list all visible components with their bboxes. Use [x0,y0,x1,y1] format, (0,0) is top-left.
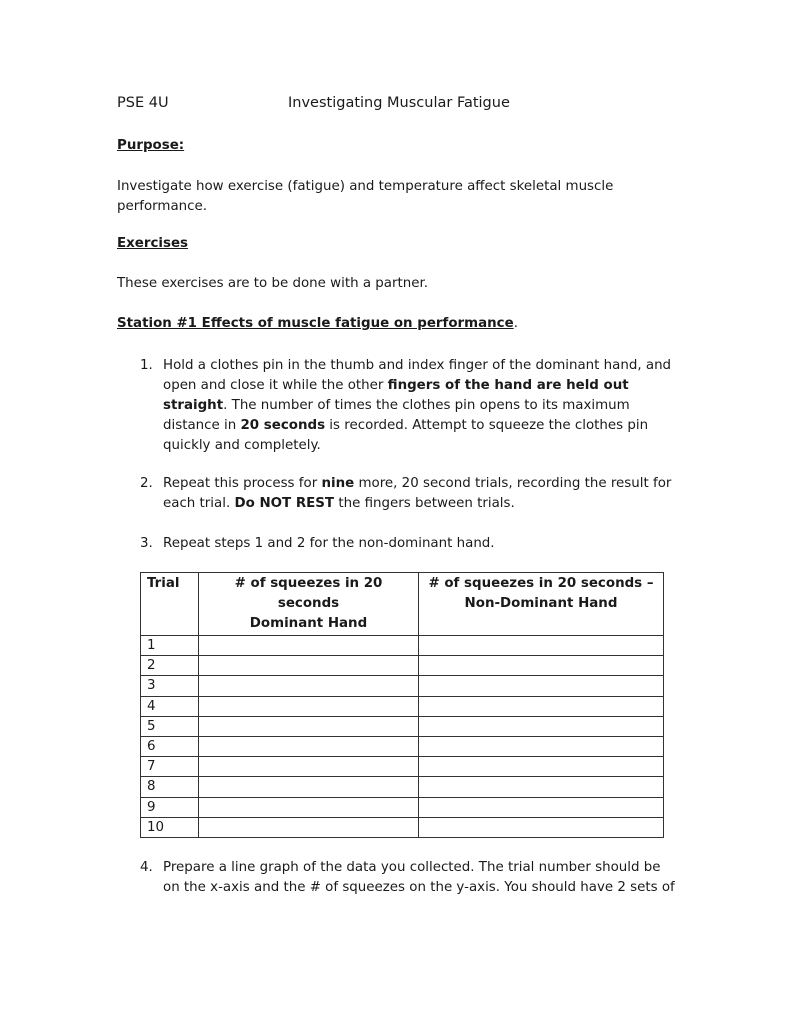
nondominant-cell [419,636,664,656]
table-row [141,797,664,817]
step-text-part-bold: nine [321,476,355,491]
purpose-text: Investigate how exercise (fatigue) and temperature affect skeletal muscle performance. [117,179,614,214]
nondominant-cell [419,817,664,837]
step-text [163,356,678,456]
step-text-part: Prepare a line graph of the data you collected. The trial number should be on the x-axis and the # of squeezes on the y-axis. You should have 2 sets of [163,860,675,895]
dominant-cell [199,777,419,797]
nondominant-cell [419,736,664,756]
trial-header-label: Trial [147,576,180,591]
dominant-cell [199,656,419,676]
step-text-part-bold: Do NOT REST [234,496,335,511]
dominant-header-line2: Dominant Hand [249,616,368,631]
step-text-part: . The number of times the clothes pin opens to its maximum distance in [163,398,630,433]
trial-cell: 3 [141,676,199,696]
step-text-part: is recorded. Attempt to squeeze the clothes pin quickly and completely. [163,418,649,453]
trial-cell: 7 [141,757,199,777]
table-row [141,696,664,716]
trial-cell: 5 [141,716,199,736]
trial-cell: 10 [141,817,199,837]
nondominant-cell [419,777,664,797]
step-number: 4. [140,860,153,875]
nondominant-cell [419,676,664,696]
table-row [141,757,664,777]
trial-column-header [141,573,199,636]
dominant-cell [199,817,419,837]
trial-cell: 9 [141,797,199,817]
exercises-text: These exercises are to be done with a partner. [117,276,428,291]
step-text [163,474,678,514]
dominant-cell [199,757,419,777]
table-header-row [141,573,664,636]
document-title: Investigating Muscular Fatigue [288,95,510,111]
step-text [163,858,678,898]
table-row [141,676,664,696]
dominant-cell [199,676,419,696]
trial-cell: 4 [141,696,199,716]
course-code: PSE 4U [117,95,169,111]
dominant-cell [199,696,419,716]
station-heading [117,316,518,331]
nondominant-cell [419,757,664,777]
trial-cell: 6 [141,736,199,756]
trial-cell: 1 [141,636,199,656]
table-row [141,636,664,656]
trial-cell: 8 [141,777,199,797]
nondominant-cell [419,696,664,716]
nondominant-column-header [419,573,664,636]
step-text-part-bold: fingers of the hand are held out straight [163,378,629,413]
dominant-cell [199,797,419,817]
step-text-part: the fingers between trials. [334,496,515,511]
nondominant-header-line2: Non-Dominant Hand [464,596,618,611]
nondominant-cell [419,797,664,817]
table-row [141,777,664,797]
nondominant-cell [419,656,664,676]
dominant-cell [199,736,419,756]
table-row [141,736,664,756]
trial-cell: 2 [141,656,199,676]
table-row [141,656,664,676]
station-heading-suffix: . [513,316,518,331]
table-row [141,716,664,736]
step-text [163,534,678,554]
station-heading-text: Station #1 Effects of muscle fatigue on performance [117,316,514,331]
nondominant-header-line1: # of squeezes in 20 seconds – [428,576,654,591]
dominant-cell [199,716,419,736]
step-text-part: Repeat steps 1 and 2 for the non-dominant hand. [163,536,495,551]
step-number: 3. [140,536,153,551]
purpose-heading: Purpose: [117,138,185,153]
dominant-cell [199,636,419,656]
trial-data-table [140,572,664,838]
nondominant-cell [419,716,664,736]
step-text-part: Hold a clothes pin in the thumb and index finger of the dominant hand, and open and close it while the other [163,358,672,393]
exercises-heading: Exercises [117,236,189,251]
dominant-column-header [199,573,419,636]
step-text-part: Repeat this process for [163,476,322,491]
step-number: 2. [140,476,153,491]
table-row [141,817,664,837]
step-text-part: more, 20 second trials, recording the result for each trial. [163,476,672,511]
step-number: 1. [140,358,153,373]
step-text-part-bold: 20 seconds [240,418,326,433]
dominant-header-line1: # of squeezes in 20 seconds [234,576,383,611]
